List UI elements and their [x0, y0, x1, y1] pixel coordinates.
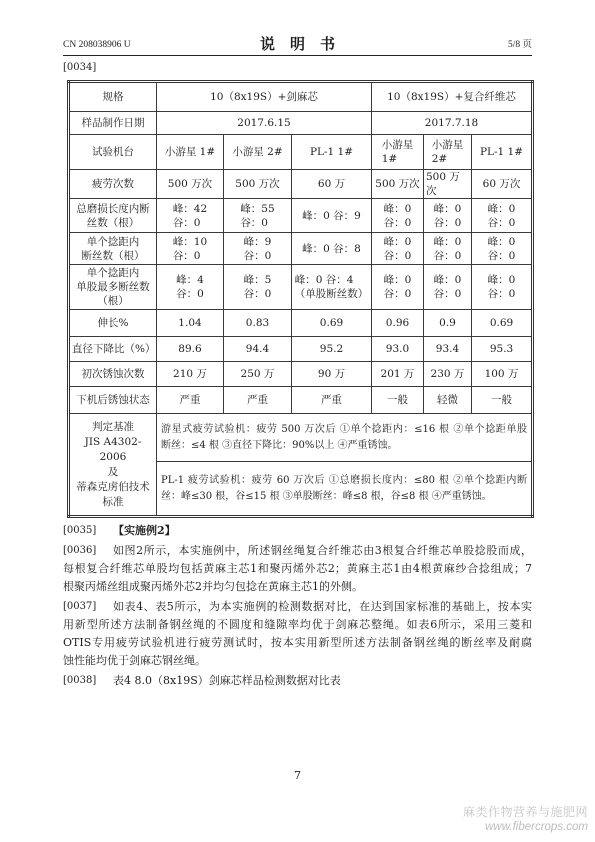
- table-cell: [292, 170, 372, 199]
- cell-value: 500 万次: [375, 178, 420, 190]
- table-cell: [292, 387, 372, 414]
- row-label: 总磨损长度内断 丝数（根）: [69, 199, 157, 233]
- table-cell: [372, 265, 424, 310]
- cell-value: 1.04: [178, 317, 202, 329]
- test-data-table: [67, 80, 534, 518]
- table-cell: [224, 387, 292, 414]
- cell-value: 严重: [321, 394, 342, 406]
- cell-value: 0.96: [385, 317, 410, 329]
- table-cell: [157, 362, 224, 387]
- row-label: 样品制作日期: [69, 112, 157, 135]
- table-cell: [157, 170, 224, 199]
- cell-value: 60 万: [317, 178, 346, 190]
- data-row: [69, 233, 533, 265]
- composite-core-spec: 10（8x19S）+复合纤维芯: [372, 82, 533, 112]
- table-cell: [372, 362, 424, 387]
- table-cell: [472, 233, 533, 265]
- data-row: [69, 265, 533, 310]
- paragraph-line: OTIS专用疲劳试验机进行疲劳测试时，按本实用新型所述方法制备钢丝绳的断丝率及耐腐: [63, 636, 532, 649]
- cell-value: 峰：55 谷：0: [240, 202, 275, 229]
- cell-value: PL-1 1#: [309, 146, 354, 158]
- row-label: 规格: [69, 82, 157, 112]
- cell-value: 峰：0 谷：4 （单股断丝数）: [294, 274, 369, 300]
- table-cell: [472, 199, 533, 233]
- table-cell: [224, 170, 292, 199]
- row-label: 初次锈蚀次数: [69, 362, 157, 387]
- table-cell: [157, 135, 224, 170]
- cell-value: 峰：0 谷：0: [433, 235, 462, 262]
- table-cell: [292, 233, 372, 265]
- table-cell: [292, 135, 372, 170]
- table-cell: [372, 199, 424, 233]
- cell-value: 轻微: [437, 394, 458, 406]
- cell-value: 小游星 2#: [232, 146, 283, 158]
- table-cell: [372, 337, 424, 362]
- document-title: 说 明 书: [259, 35, 335, 53]
- table-cell: [372, 310, 424, 337]
- cell-value: 90 万: [317, 368, 346, 380]
- cell-value: 0.69: [319, 317, 344, 329]
- paragraph-number: [0037]: [63, 601, 97, 612]
- cell-value: 500 万次: [426, 171, 460, 197]
- table-cell: [472, 310, 533, 337]
- cell-value: 201 万: [380, 368, 415, 380]
- cell-value: 93.0: [385, 343, 410, 355]
- cell-value: 峰：0 谷：0: [487, 235, 516, 262]
- table-cell: [424, 199, 472, 233]
- table-cell: [472, 387, 533, 414]
- cell-value: 小游星 2#: [431, 139, 464, 165]
- table-cell: [224, 199, 292, 233]
- cell-value: 峰：0 谷：0: [487, 202, 516, 229]
- cell-value: 峰：0 谷：0: [383, 274, 412, 300]
- cell-value: 峰：0 谷：0: [433, 202, 462, 229]
- section-heading: 【实施例2】: [113, 524, 176, 537]
- cell-value: 严重: [247, 394, 268, 406]
- watermark-url: www.fibercrops.com: [485, 821, 588, 833]
- cell-value: 峰：0 谷：9: [302, 209, 361, 222]
- table-cell: [224, 362, 292, 387]
- criteria-line: PL-1 疲劳试验机：疲劳 60 万次后 ①总磨损长度内：≤80 根 ②单个捻距内断: [161, 474, 528, 486]
- table-cell: [157, 233, 224, 265]
- table-cell: [424, 135, 472, 170]
- row-label: 疲劳次数: [69, 170, 157, 199]
- description-body: [63, 522, 532, 692]
- cell-value: 峰：42 谷：0: [172, 202, 208, 229]
- table-cell: [472, 135, 533, 170]
- paragraph-0038: [63, 672, 532, 690]
- cell-value: 峰：4 谷：0: [176, 274, 204, 300]
- cell-value: 0.69: [489, 317, 514, 329]
- data-row: [69, 362, 533, 387]
- criteria-pl1-tester: [157, 462, 533, 517]
- table-cell: [424, 233, 472, 265]
- table-cell: [424, 310, 472, 337]
- table-cell: [157, 199, 224, 233]
- criteria-row: [69, 414, 533, 462]
- row-label: 伸长%: [69, 310, 157, 337]
- table-cell: [224, 337, 292, 362]
- cell-value: 95.2: [319, 343, 344, 355]
- data-row: [69, 199, 533, 233]
- table-cell: [472, 337, 533, 362]
- page-number: 7: [294, 769, 301, 782]
- paragraph-number: [0038]: [63, 675, 97, 686]
- row-label: 单个捻距内 断丝数（根）: [69, 233, 157, 265]
- paragraph-number: [0034]: [63, 62, 97, 73]
- cell-value: 93.4: [435, 343, 460, 355]
- table-cell: [224, 265, 292, 310]
- paragraph-number: [0035]: [63, 525, 97, 536]
- table-cell: [424, 387, 472, 414]
- cell-value: 一般: [387, 394, 408, 406]
- cell-value: 89.6: [178, 343, 202, 355]
- cell-value: PL-1 1#: [479, 146, 524, 158]
- table-cell: [292, 337, 372, 362]
- table-cell: [472, 170, 533, 199]
- table-cell: [372, 170, 424, 199]
- table-cell: [292, 199, 372, 233]
- cell-value: 峰：0 谷：0: [487, 274, 516, 300]
- table-cell: [424, 265, 472, 310]
- paragraph-0036: [63, 542, 532, 596]
- paragraph-line: 如表4、表5所示，为本实施例的检测数据对比，在达到国家标准的基础上，按本实: [113, 600, 532, 613]
- data-row: [69, 337, 533, 362]
- cell-value: 0.9: [439, 317, 456, 329]
- criteria-line: 断丝：≤4 根 ③直径下降比：90%以上 ④严重锈蚀。: [161, 439, 398, 451]
- criteria-line: 丝：峰≤30 根，谷≤15 根 ③单股断丝：峰≤8 根，谷≤8 根 ④严重锈蚀。: [161, 490, 492, 502]
- table-cell: [157, 310, 224, 337]
- table-cell: [224, 135, 292, 170]
- paragraph-line: 如图2所示，本实施例中，所述钢丝绳复合纤维芯由3根复合纤维芯单股捻股而成，: [113, 544, 532, 557]
- data-row: [69, 135, 533, 170]
- criteria-label: 判定基准 JIS A4302-2006 及 蒂森克虏伯技术 标准: [69, 414, 157, 517]
- table-cell: [157, 265, 224, 310]
- paragraph-line: 蚀性能均优于剑麻芯钢丝绳。: [63, 654, 206, 667]
- row-label: 单个捻距内 单股最多断丝数 （根）: [69, 265, 157, 310]
- cell-value: 60 万次: [482, 178, 521, 190]
- table-caption: 表4 8.0（8x19S）剑麻芯样品检测数据对比表: [113, 674, 341, 687]
- cell-value: 峰：10 谷：0: [172, 235, 208, 262]
- cell-value: 100 万: [484, 368, 519, 380]
- cell-value: 峰：0 谷：0: [383, 202, 412, 229]
- header-divider: [63, 55, 532, 56]
- cell-value: 250 万: [240, 368, 275, 380]
- cell-value: 0.83: [245, 317, 270, 329]
- table-cell: [292, 310, 372, 337]
- table-cell: [157, 387, 224, 414]
- sisal-core-date: 2017.6.15: [157, 112, 372, 135]
- table-cell: [224, 310, 292, 337]
- date-row: [69, 112, 533, 135]
- row-label: 下机后锈蚀状态: [69, 387, 157, 414]
- table-cell: [424, 337, 472, 362]
- paragraph-line: 根聚丙烯丝组成聚丙烯外芯2并均匀包捻在黄麻主芯1的外侧。: [63, 580, 363, 593]
- table-cell: [424, 170, 472, 199]
- table-cell: [157, 337, 224, 362]
- cell-value: 小游星 1#: [381, 139, 414, 165]
- cell-value: 峰：0 谷：0: [383, 235, 412, 262]
- watermark-site-name: 麻类作物营养与施肥网: [462, 805, 588, 819]
- page-info: 5/8 页: [507, 40, 532, 50]
- table-cell: [372, 233, 424, 265]
- cell-value: 峰：0 谷：8: [302, 242, 361, 255]
- cell-value: 500 万次: [235, 178, 280, 190]
- table-cell: [292, 362, 372, 387]
- cell-value: 94.4: [245, 343, 270, 355]
- spec-row: [69, 82, 533, 112]
- cell-value: 峰：9 谷：0: [243, 235, 272, 262]
- table-cell: [224, 233, 292, 265]
- table-cell: [472, 265, 533, 310]
- criteria-planetary-tester: [157, 414, 533, 462]
- cell-value: 210 万: [173, 368, 207, 380]
- cell-value: 峰：0 谷：0: [433, 274, 462, 300]
- cell-value: 230 万: [430, 368, 465, 380]
- cell-value: 一般: [491, 394, 512, 406]
- criteria-line: 游星式疲劳试验机：疲劳 500 万次后 ①单个捻距内：≤16 根 ②单个捻距单股: [161, 423, 528, 435]
- document-number: CN 208038906 U: [63, 40, 131, 50]
- cell-value: 严重: [179, 394, 201, 406]
- sisal-core-spec: 10（8x19S）+剑麻芯: [157, 82, 372, 112]
- paragraph-0037: [63, 598, 532, 670]
- table-cell: [372, 135, 424, 170]
- table-cell: [372, 387, 424, 414]
- row-label: 直径下降比（%）: [69, 337, 157, 362]
- cell-value: 95.3: [489, 343, 514, 355]
- composite-core-date: 2017.7.18: [372, 112, 533, 135]
- table-cell: [292, 265, 372, 310]
- paragraph-0035: [63, 522, 532, 540]
- cell-value: 小游星 1#: [164, 146, 216, 158]
- cell-value: 峰：5 谷：0: [243, 274, 272, 300]
- data-row: [69, 170, 533, 199]
- paragraph-line: 用新型所述方法制备钢丝绳的不圆度和缝隙率均优于剑麻芯整绳。如表6所示，采用三菱和: [63, 618, 532, 631]
- row-label: 试验机台: [69, 135, 157, 170]
- table-cell: [472, 362, 533, 387]
- data-row: [69, 387, 533, 414]
- paragraph-number: [0036]: [63, 545, 97, 556]
- table-cell: [424, 362, 472, 387]
- data-row: [69, 310, 533, 337]
- cell-value: 500 万次: [167, 178, 213, 190]
- paragraph-line: 每根复合纤维芯单股均包括黄麻主芯1和聚丙烯外芯2；黄麻主芯1由4根黄麻纱合捻组成；7: [63, 562, 532, 575]
